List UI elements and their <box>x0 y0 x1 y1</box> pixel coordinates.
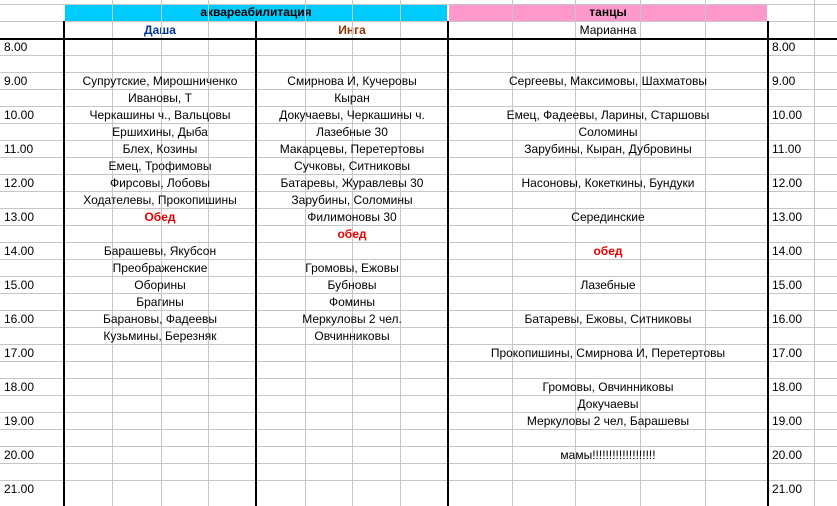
time-label-left[interactable]: 10.00 <box>4 108 35 122</box>
schedule-cell-marianna[interactable] <box>449 39 767 56</box>
schedule-cell-marianna[interactable] <box>449 260 767 277</box>
section-header-hydro[interactable]: аквареабилитация <box>65 4 447 21</box>
time-label-left[interactable]: 18.00 <box>4 380 35 394</box>
schedule-cell-dasha[interactable]: Кузьмины, Березняк <box>103 329 217 343</box>
schedule-cell-inga[interactable] <box>257 39 447 56</box>
schedule-cell-marianna[interactable] <box>449 294 767 311</box>
schedule-cell-inga[interactable]: Сучковы, Ситниковы <box>294 159 410 173</box>
staff-header-inga[interactable]: Инга <box>338 23 366 37</box>
schedule-cell-marianna[interactable]: Сергеевы, Максимовы, Шахматовы <box>509 74 707 88</box>
schedule-cell-inga[interactable]: Овчинниковы <box>314 329 390 343</box>
gridline-vertical <box>814 0 815 506</box>
schedule-cell-inga[interactable]: Филимоновы 30 <box>307 210 397 224</box>
schedule-cell-inga[interactable]: Макарцевы, Перетертовы <box>279 142 425 156</box>
schedule-cell-marianna[interactable]: обед <box>593 244 623 258</box>
schedule-cell-marianna[interactable] <box>449 430 767 447</box>
schedule-cell-inga[interactable]: Кыран <box>334 91 370 105</box>
schedule-cell-marianna[interactable]: Прокопишины, Смирнова И, Перетертовы <box>490 346 726 360</box>
schedule-cell-dasha[interactable] <box>65 226 255 243</box>
schedule-cell-inga[interactable]: Бубновы <box>327 278 377 292</box>
schedule-cell-dasha[interactable]: Обед <box>144 210 176 224</box>
schedule-cell-marianna[interactable]: Батаревы, Ежовы, Ситниковы <box>524 312 692 326</box>
staff-header-dasha[interactable]: Даша <box>144 23 176 37</box>
time-label-left[interactable]: 14.00 <box>4 244 35 258</box>
schedule-cell-marianna[interactable]: Докучаевы <box>577 397 639 411</box>
schedule-cell-inga[interactable] <box>257 56 447 73</box>
schedule-cell-inga[interactable] <box>257 362 447 379</box>
time-label-right[interactable]: 14.00 <box>772 244 803 258</box>
gridline-horizontal <box>0 21 837 22</box>
schedule-cell-dasha[interactable] <box>65 430 255 447</box>
schedule-cell-dasha[interactable]: Барановы, Фадеевы <box>102 312 217 326</box>
schedule-cell-marianna[interactable] <box>449 56 767 73</box>
schedule-cell-marianna[interactable]: Насоновы, Кокеткины, Бундуки <box>521 176 695 190</box>
schedule-cell-dasha[interactable]: Оборины <box>134 278 186 292</box>
schedule-cell-inga[interactable] <box>257 379 447 396</box>
schedule-cell-inga[interactable] <box>257 481 447 498</box>
schedule-cell-inga[interactable]: Громовы, Ежовы <box>305 261 399 275</box>
schedule-cell-marianna[interactable] <box>449 464 767 481</box>
time-label-right[interactable]: 18.00 <box>772 380 803 394</box>
schedule-cell-inga[interactable]: Батаревы, Журавлевы 30 <box>280 176 424 190</box>
schedule-cell-marianna[interactable] <box>449 328 767 345</box>
schedule-cell-dasha[interactable] <box>65 362 255 379</box>
time-label-right[interactable]: 16.00 <box>772 312 803 326</box>
schedule-cell-dasha[interactable]: Ершихины, Дыба <box>112 125 208 139</box>
schedule-cell-marianna[interactable]: Меркуловы 2 чел, Барашевы <box>526 414 690 428</box>
schedule-cell-dasha[interactable]: Преображенские <box>112 261 208 275</box>
time-label-right[interactable]: 13.00 <box>772 210 803 224</box>
schedule-cell-marianna[interactable] <box>449 192 767 209</box>
time-label-right[interactable]: 15.00 <box>772 278 803 292</box>
time-label-left[interactable]: 8.00 <box>4 40 28 54</box>
schedule-cell-marianna[interactable]: Емец, Фадеевы, Ларины, Старшовы <box>506 108 710 122</box>
schedule-cell-dasha[interactable] <box>65 413 255 430</box>
time-label-right[interactable]: 20.00 <box>772 448 803 462</box>
schedule-cell-inga[interactable]: Смирнова И, Кучеровы <box>287 74 417 88</box>
schedule-cell-marianna[interactable]: мамы!!!!!!!!!!!!!!!!!!! <box>560 448 656 462</box>
time-label-left[interactable]: 17.00 <box>4 346 35 360</box>
time-label-right[interactable]: 10.00 <box>772 108 803 122</box>
schedule-cell-marianna[interactable]: Серединские <box>571 210 645 224</box>
time-label-left[interactable]: 13.00 <box>4 210 35 224</box>
schedule-cell-dasha[interactable]: Барашевы, Якубсон <box>103 244 217 258</box>
schedule-cell-dasha[interactable] <box>65 345 255 362</box>
schedule-cell-dasha[interactable]: Блех, Козины <box>122 142 198 156</box>
time-label-right[interactable]: 9.00 <box>772 74 796 88</box>
time-label-left[interactable]: 11.00 <box>4 142 34 156</box>
staff-header-marianna[interactable]: Марианна <box>579 23 637 37</box>
time-label-right[interactable]: 21.00 <box>772 482 803 496</box>
schedule-cell-marianna[interactable] <box>449 481 767 498</box>
schedule-cell-inga[interactable]: обед <box>337 227 367 241</box>
schedule-cell-inga[interactable] <box>257 396 447 413</box>
schedule-cell-inga[interactable] <box>257 243 447 260</box>
schedule-cell-marianna[interactable] <box>449 362 767 379</box>
schedule-cell-dasha[interactable] <box>65 56 255 73</box>
time-label-right[interactable]: 8.00 <box>772 40 796 54</box>
time-label-right[interactable]: 17.00 <box>772 346 803 360</box>
gridline-horizontal <box>0 4 837 5</box>
schedule-cell-inga[interactable]: Докучаевы, Черкашины ч. <box>279 108 425 122</box>
schedule-cell-inga[interactable]: Меркуловы 2 чел. <box>302 312 402 326</box>
schedule-cell-dasha[interactable] <box>65 379 255 396</box>
schedule-cell-dasha[interactable]: Черкашины ч., Вальцовы <box>89 108 231 122</box>
schedule-cell-inga[interactable]: Фомины <box>328 295 375 309</box>
schedule-cell-marianna[interactable] <box>449 226 767 243</box>
schedule-cell-dasha[interactable] <box>65 39 255 56</box>
schedule-cell-inga[interactable] <box>257 413 447 430</box>
time-label-left[interactable]: 12.00 <box>4 176 35 190</box>
schedule-cell-dasha[interactable] <box>65 396 255 413</box>
schedule-cell-dasha[interactable] <box>65 464 255 481</box>
schedule-cell-dasha[interactable]: Емец, Трофимовы <box>108 159 212 173</box>
schedule-cell-dasha[interactable]: Фирсовы, Лобовы <box>109 176 211 190</box>
schedule-cell-inga[interactable]: Лазебные 30 <box>316 125 388 139</box>
section-header-dance[interactable]: танцы <box>449 4 767 21</box>
time-label-right[interactable]: 19.00 <box>772 414 803 428</box>
schedule-cell-inga[interactable]: Зарубины, Соломины <box>291 193 413 207</box>
schedule-cell-inga[interactable] <box>257 447 447 464</box>
schedule-cell-dasha[interactable]: Брагины <box>136 295 184 309</box>
time-label-right[interactable]: 12.00 <box>772 176 803 190</box>
time-label-left[interactable]: 16.00 <box>4 312 35 326</box>
schedule-cell-dasha[interactable]: Супрутские, Мирошниченко <box>82 74 238 88</box>
schedule-cell-marianna[interactable]: Громовы, Овчинниковы <box>542 380 674 394</box>
time-label-left[interactable]: 20.00 <box>4 448 35 462</box>
schedule-cell-marianna[interactable]: Зарубины, Кыран, Дубровины <box>524 142 692 156</box>
schedule-cell-marianna[interactable] <box>449 158 767 175</box>
time-label-right[interactable]: 11.00 <box>772 142 802 156</box>
time-label-left[interactable]: 9.00 <box>4 74 28 88</box>
schedule-cell-marianna[interactable]: Лазебные <box>580 278 636 292</box>
time-label-left[interactable]: 19.00 <box>4 414 35 428</box>
schedule-cell-marianna[interactable] <box>449 90 767 107</box>
schedule-cell-dasha[interactable]: Ивановы, Т <box>128 91 192 105</box>
schedule-cell-marianna[interactable]: Соломины <box>578 125 638 139</box>
time-label-left[interactable]: 21.00 <box>4 482 35 496</box>
schedule-cell-dasha[interactable]: Ходателевы, Прокопишины <box>83 193 237 207</box>
schedule-cell-dasha[interactable] <box>65 447 255 464</box>
column-border <box>767 21 769 506</box>
schedule-cell-inga[interactable] <box>257 430 447 447</box>
schedule-cell-dasha[interactable] <box>65 481 255 498</box>
schedule-cell-inga[interactable] <box>257 464 447 481</box>
time-label-left[interactable]: 15.00 <box>4 278 35 292</box>
schedule-cell-inga[interactable] <box>257 345 447 362</box>
